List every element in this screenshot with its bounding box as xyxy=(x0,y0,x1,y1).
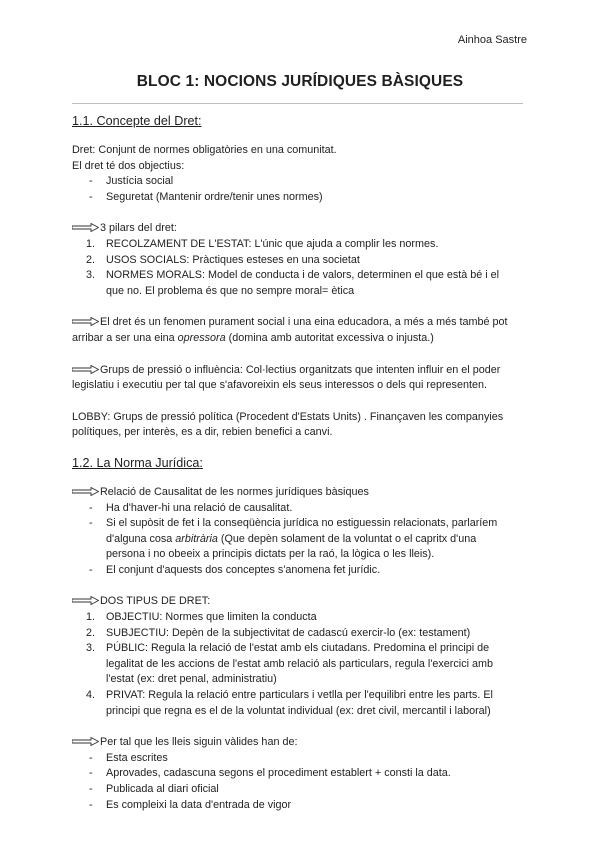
arrow-right-icon xyxy=(72,737,99,746)
objectives-intro: El dret té dos objectius: xyxy=(72,159,185,172)
list-item: - Publicada al diari oficial xyxy=(89,783,219,795)
phenomenon-text: El dret és un fenomen purament social i una eina educadora, a més a més també pot xyxy=(72,315,532,331)
pressure-groups-text: Grups de pressió o influència: Col·lectius organitzats que intenten influir en el poder xyxy=(72,363,532,379)
list-item: 1. RECOLZAMENT DE L'ESTAT: L'únic que ajuda a complir les normes. xyxy=(86,237,439,250)
arrow-right-icon xyxy=(72,487,99,496)
list-item: - Justícia social xyxy=(72,174,532,190)
lobby-text-cont: polítiques, per interès, es a dir, rebien benefici a canvi. xyxy=(72,426,333,439)
arrow-right-icon xyxy=(72,223,99,232)
phenomenon-text-cont: arribar a ser una eina opressora (domina amb autoritat excessiva o injusta.) xyxy=(72,331,434,344)
list-item: - El conjunt d'aquests dos conceptes s'anomena fet jurídic. xyxy=(89,563,381,576)
title-divider xyxy=(72,103,523,104)
arrow-right-icon xyxy=(72,596,99,605)
section-heading-concepte: 1.1. Concepte del Dret: xyxy=(72,114,202,128)
list-item: - Seguretat (Mantenir ordre/tenir unes normes) xyxy=(72,190,532,206)
list-item: - Es compleixi la data d'entrada de vigor xyxy=(89,798,292,811)
causality-list xyxy=(72,501,532,579)
list-item: 4. PRIVAT: Regula la relació entre particulars i vetlla per l'equilibri entre les parts. El principi que regna es el de la voluntat individual (ex: dret civil, mercantil i laboral) xyxy=(86,689,493,717)
list-item: 2. USOS SOCIALS: Pràctiques esteses en una societat xyxy=(86,253,360,266)
types-list xyxy=(72,610,532,719)
causality-intro: Relació de Causalitat de les normes jurídiques bàsiques xyxy=(72,485,532,501)
pressure-groups-text-cont: legislatiu i executiu per tal que s'afavoreixin els seus interessos o dels qui representen. xyxy=(72,379,487,392)
bullet-marker: - xyxy=(89,175,93,188)
validity-list xyxy=(72,751,532,813)
list-item: 3. NORMES MORALS: Model de conducta i de valors, determinen el que està bé i el que no. El problema és que no sempre moral= ètica xyxy=(86,269,500,297)
bullet-marker: - xyxy=(89,190,93,203)
lobby-text: LOBBY: Grups de pressió política (Procedent d'Estats Units) . Finançaven les companyies xyxy=(72,410,504,423)
document-body xyxy=(72,113,532,813)
author-name: Ainhoa Sastre xyxy=(457,34,527,46)
section-heading-norma: 1.2. La Norma Jurídica: xyxy=(72,455,203,470)
page-title: BLOC 1: NOCIONS JURÍDIQUES BÀSIQUES xyxy=(136,73,464,90)
list-item: 2. SUBJECTIU: Depèn de la subjectivitat de cadascú exercir-lo (ex: testament) xyxy=(86,626,471,639)
pillars-list xyxy=(72,237,532,299)
arrow-right-icon xyxy=(72,365,99,374)
list-item: - Ha d'haver-hi una relació de causalitat. xyxy=(89,501,293,514)
list-item: - Esta escrites xyxy=(89,751,168,764)
objectives-list xyxy=(72,174,532,205)
list-item: - Aprovades, cadascuna segons el procediment establert + consti la data. xyxy=(89,767,451,780)
list-item: 1. OBJECTIU: Normes que limiten la conducta xyxy=(86,611,317,624)
list-item: - Si el supòsit de fet i la conseqüència jurídica no estiguessin relacionats, parlaríem d'alguna cosa arbitrària (Que depèn solament de la voluntat o el capritx d'una persona i no obeeix a principis dictats per la raó, la lògica o les lleis). xyxy=(89,517,498,561)
list-item: 3. PÚBLIC: Regula la relació de l'estat amb els ciutadans. Predomina el principi de legalitat de les accions de l'estat amb relació als particulars, regula l'exercici amb l'estat (ex: dret penal, administratiu) xyxy=(86,642,493,686)
definition-text: Dret: Conjunt de normes obligatòries en una comunitat. xyxy=(72,144,337,156)
types-intro: DOS TIPUS DE DRET: xyxy=(72,594,532,610)
validity-intro: Per tal que les lleis siguin vàlides han de: xyxy=(72,735,532,751)
pillars-intro: 3 pilars del dret: xyxy=(72,221,532,237)
arrow-right-icon xyxy=(72,317,99,326)
